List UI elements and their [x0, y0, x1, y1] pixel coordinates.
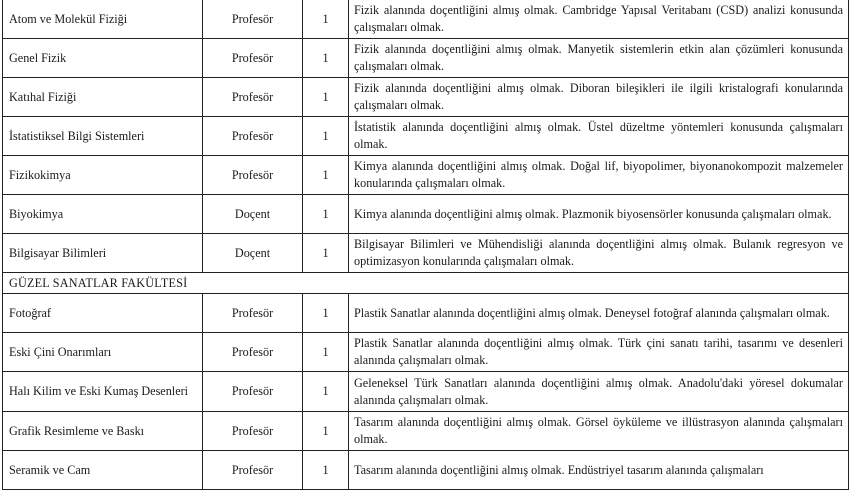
count-cell: 1 [303, 451, 349, 490]
department-cell: Biyokimya [3, 195, 203, 234]
table-row [3, 234, 849, 273]
count-cell: 1 [303, 117, 349, 156]
requirement-cell: Tasarım alanında doçentliğini almış olmak. Endüstriyel tasarım alanında çalışmaları [349, 451, 849, 490]
department-cell: İstatistiksel Bilgi Sistemleri [3, 117, 203, 156]
positions-table [2, 0, 849, 490]
table-row [3, 451, 849, 490]
department-cell: Genel Fizik [3, 39, 203, 78]
count-cell: 1 [303, 412, 349, 451]
table-row [3, 39, 849, 78]
department-cell: Grafik Resimleme ve Baskı [3, 412, 203, 451]
table-row [3, 195, 849, 234]
rank-cell: Profesör [203, 78, 303, 117]
department-cell: Fotoğraf [3, 294, 203, 333]
count-cell: 1 [303, 195, 349, 234]
rank-cell: Profesör [203, 412, 303, 451]
requirement-cell: Tasarım alanında doçentliğini almış olmak. Görsel öyküleme ve illüstrasyon alanında çalışmaları olmak. [349, 412, 849, 451]
department-cell: Bilgisayar Bilimleri [3, 234, 203, 273]
rank-cell: Profesör [203, 0, 303, 39]
table-row [3, 156, 849, 195]
table-row [3, 333, 849, 372]
requirement-cell: Geleneksel Türk Sanatları alanında doçentliğini almış olmak. Anadolu'daki yöresel dokumalar alanında çalışmaları olmak. [349, 372, 849, 412]
count-cell: 1 [303, 156, 349, 195]
requirement-cell: Fizik alanında doçentliğini almış olmak. Cambridge Yapısal Veritabanı (CSD) analizi konusunda çalışmaları olmak. [349, 0, 849, 39]
table-row [3, 294, 849, 333]
requirement-cell: Fizik alanında doçentliğini almış olmak. Diboran bileşikleri ile ilgili kristalografi konularında çalışmaları olmak. [349, 78, 849, 117]
requirement-cell: Kimya alanında doçentliğini almış olmak. Plazmonik biyosensörler konusunda çalışmaları olmak. [349, 195, 849, 234]
department-cell: Atom ve Molekül Fiziği [3, 0, 203, 39]
department-cell: Halı Kilim ve Eski Kumaş Desenleri [3, 372, 203, 412]
department-cell: Eski Çini Onarımları [3, 333, 203, 372]
rank-cell: Profesör [203, 372, 303, 412]
count-cell: 1 [303, 78, 349, 117]
rank-cell: Profesör [203, 333, 303, 372]
count-cell: 1 [303, 333, 349, 372]
count-cell: 1 [303, 234, 349, 273]
rank-cell: Doçent [203, 234, 303, 273]
table-row [3, 0, 849, 39]
table-row [3, 117, 849, 156]
count-cell: 1 [303, 294, 349, 333]
rank-cell: Profesör [203, 294, 303, 333]
department-cell: Seramik ve Cam [3, 451, 203, 490]
rank-cell: Doçent [203, 195, 303, 234]
count-cell: 1 [303, 0, 349, 39]
rank-cell: Profesör [203, 451, 303, 490]
count-cell: 1 [303, 39, 349, 78]
department-cell: Fizikokimya [3, 156, 203, 195]
rank-cell: Profesör [203, 39, 303, 78]
table-row [3, 78, 849, 117]
requirement-cell: Fizik alanında doçentliğini almış olmak. Manyetik sistemlerin etkin alan çözümleri konusunda çalışmaları olmak. [349, 39, 849, 78]
rank-cell: Profesör [203, 117, 303, 156]
requirement-cell: İstatistik alanında doçentliğini almış olmak. Üstel düzeltme yöntemleri konusunda çalışmaları olmak. [349, 117, 849, 156]
table-row [3, 412, 849, 451]
requirement-cell: Plastik Sanatlar alanında doçentliğini almış olmak. Deneysel fotoğraf alanında çalışmaları olmak. [349, 294, 849, 333]
count-cell: 1 [303, 372, 349, 412]
faculty-section-title: GÜZEL SANATLAR FAKÜLTESİ [3, 273, 849, 294]
table-row [3, 372, 849, 412]
department-cell: Katıhal Fiziği [3, 78, 203, 117]
requirement-cell: Kimya alanında doçentliğini almış olmak. Doğal lif, biyopolimer, biyonanokompozit malzemeler konularında çalışmaları olmak. [349, 156, 849, 195]
requirement-cell: Plastik Sanatlar alanında doçentliğini almış olmak. Türk çini sanatı tarihi, tasarımı ve desenleri alanında çalışmaları olmak. [349, 333, 849, 372]
section-header-row [3, 273, 849, 294]
requirement-cell: Bilgisayar Bilimleri ve Mühendisliği alanında doçentliğini almış olmak. Bulanık regresyon ve optimizasyon konularında çalışmaları olmak. [349, 234, 849, 273]
rank-cell: Profesör [203, 156, 303, 195]
